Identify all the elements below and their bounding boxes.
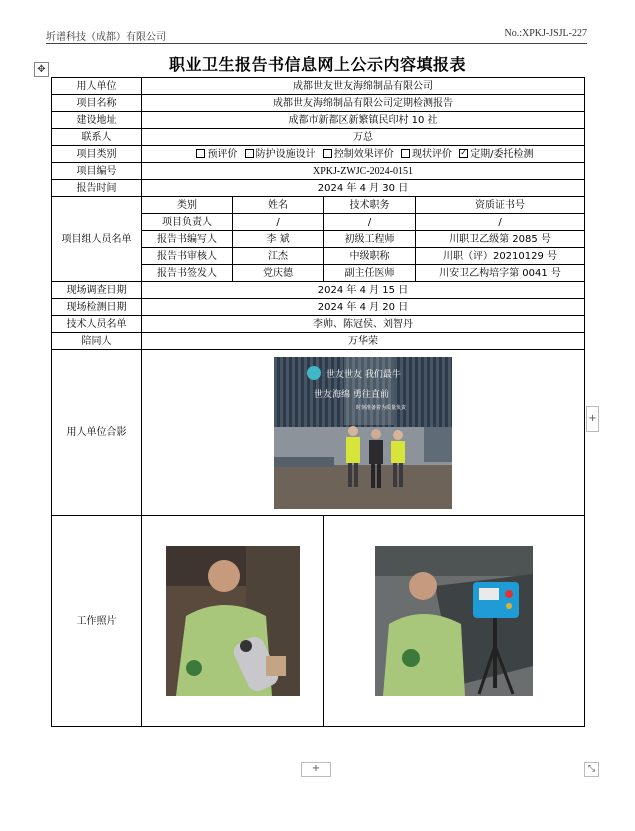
test-date-value: 2024 年 4 月 20 日 [142, 299, 585, 316]
survey-date-value: 2024 年 4 月 15 日 [142, 282, 585, 299]
disclosure-form-table [51, 77, 585, 727]
insert-column-icon[interactable]: + [586, 406, 599, 432]
member-name: 李 斌 [233, 231, 324, 248]
group-photo-cell [142, 350, 585, 516]
project-no-label: 项目编号 [52, 163, 142, 180]
checkbox-control-evaluation[interactable]: 控制效果评价 [319, 149, 394, 160]
report-time-value: 2024 年 4 月 30 日 [142, 180, 585, 197]
page-title: 职业卫生报告书信息网上公示内容填报表 [168, 55, 466, 74]
member-role: 报告书编写人 [142, 231, 233, 248]
member-name: / [233, 214, 324, 231]
work-photo-cell-2 [324, 516, 585, 727]
report-time-label: 报告时间 [52, 180, 142, 197]
team-header-cert: 资质证书号 [416, 197, 585, 214]
member-name: 党庆德 [233, 265, 324, 282]
row-project-name [52, 95, 585, 112]
member-title: 中级职称 [324, 248, 416, 265]
member-role: 报告书签发人 [142, 265, 233, 282]
member-title: 初级工程师 [324, 231, 416, 248]
project-no-value: XPKJ-ZWJC-2024-0151 [142, 163, 585, 180]
work-photo-dust-sampler [375, 546, 533, 696]
row-unit [52, 78, 585, 95]
member-role: 项目负责人 [142, 214, 233, 231]
row-report-time [52, 180, 585, 197]
unit-label: 用人单位 [52, 78, 142, 95]
work-photo-noise-meter [166, 546, 300, 696]
member-cert: / [416, 214, 585, 231]
member-cert: 川安卫乙构培字第 0041 号 [416, 265, 585, 282]
team-header-name: 姓名 [233, 197, 324, 214]
group-photo [274, 357, 452, 509]
checkbox-checked-icon [459, 149, 468, 158]
row-escort [52, 333, 585, 350]
team-header-row [52, 197, 585, 214]
row-category [52, 146, 585, 163]
work-photo-label: 工作照片 [52, 516, 142, 727]
table-move-handle-icon[interactable]: ✥ [34, 62, 49, 77]
row-test-date [52, 299, 585, 316]
row-work-photos [52, 516, 585, 727]
member-cert: 川职（评）20210129 号 [416, 248, 585, 265]
member-role: 报告书审核人 [142, 248, 233, 265]
team-header-title: 技术职务 [324, 197, 416, 214]
company-name: 圻谱科技（成都）有限公司 [46, 32, 166, 43]
resize-handle-icon[interactable]: ⤡ [584, 762, 599, 777]
group-photo-label: 用人单位合影 [52, 350, 142, 516]
checkbox-icon [401, 149, 410, 158]
contact-label: 联系人 [52, 129, 142, 146]
survey-date-label: 现场调查日期 [52, 282, 142, 299]
row-techs [52, 316, 585, 333]
member-title: / [324, 214, 416, 231]
member-title: 副主任医师 [324, 265, 416, 282]
row-project-no [52, 163, 585, 180]
header-rule [46, 43, 587, 44]
checkbox-status-evaluation[interactable]: 现状评价 [397, 149, 452, 160]
team-label: 项目组人员名单 [52, 197, 142, 282]
insert-row-icon[interactable]: + [301, 762, 331, 777]
project-name-label: 项目名称 [52, 95, 142, 112]
document-number: No.:XPKJ-JSJL-227 [504, 28, 587, 39]
category-options [142, 146, 585, 163]
escort-label: 陪同人 [52, 333, 142, 350]
member-cert: 川职卫乙级第 2085 号 [416, 231, 585, 248]
sign-line-3: 时刻准备着为质量负责 [356, 404, 407, 411]
test-date-label: 现场检测日期 [52, 299, 142, 316]
worker-shirt [383, 614, 465, 696]
address-value: 成都市新都区新繁镇民印村 10 社 [142, 112, 585, 129]
checkbox-pre-evaluation[interactable]: 预评价 [192, 149, 237, 160]
team-header-role: 类别 [142, 197, 233, 214]
checkbox-icon [245, 149, 254, 158]
sign-line-1: 世友世友 我们最牛 [326, 369, 401, 380]
row-address [52, 112, 585, 129]
checkbox-protection-design[interactable]: 防护设施设计 [241, 149, 316, 160]
logo-icon [307, 366, 321, 380]
address-label: 建设地址 [52, 112, 142, 129]
row-survey-date [52, 282, 585, 299]
techs-label: 技术人员名单 [52, 316, 142, 333]
checkbox-icon [323, 149, 332, 158]
sign-line-2: 世友海绵 勇往直前 [314, 389, 389, 400]
unit-value: 成都世友世友海绵制品有限公司 [142, 78, 585, 95]
checkbox-periodic-testing[interactable]: ✓ 定期/委托检测 [455, 149, 533, 160]
category-label: 项目类别 [52, 146, 142, 163]
checkbox-icon [196, 149, 205, 158]
techs-value: 李帅、陈冠侯、刘智丹 [142, 316, 585, 333]
work-photo-cell-1 [142, 516, 324, 727]
row-group-photo [52, 350, 585, 516]
contact-value: 万总 [142, 129, 585, 146]
escort-value: 万华荣 [142, 333, 585, 350]
project-name-value: 成都世友海绵制品有限公司定期检测报告 [142, 95, 585, 112]
member-name: 江杰 [233, 248, 324, 265]
row-contact [52, 129, 585, 146]
